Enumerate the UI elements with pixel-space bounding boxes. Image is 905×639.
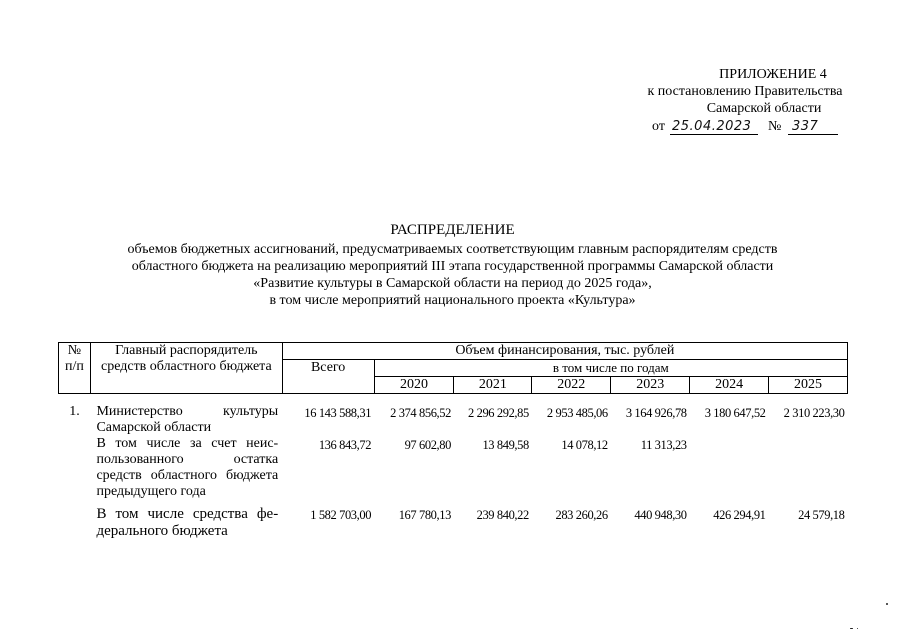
handwritten-number: 337 (792, 119, 819, 134)
row-value-2021: 2 296 292,85 (468, 406, 529, 420)
handwritten-date: 25.04.2023 (672, 119, 752, 134)
funding-table (58, 342, 848, 540)
table-spacer (59, 394, 848, 405)
row-value-2022: 14 078,12 (561, 438, 608, 452)
row-value-2021: 239 840,22 (476, 508, 529, 522)
number-label: № (768, 119, 782, 134)
appendix-line-1: к постановлению Правительства (647, 84, 843, 99)
row-value-2025: 24 579,18 (798, 508, 845, 522)
row-index: 1. (69, 404, 80, 419)
row-value-2023: 440 948,30 (634, 508, 687, 522)
table-row (59, 404, 848, 436)
header-year-2022: 2022 (532, 377, 611, 394)
scan-speck (857, 628, 858, 629)
header-total: Всего (282, 360, 374, 394)
row-name: В том числе за счет неиспользованного остатка средств областного бюджета предыдущего года (96, 436, 279, 499)
row-total: 1 582 703,00 (310, 508, 372, 522)
table-row (59, 436, 848, 500)
heading-line-4: в том числе мероприятий национального проекта «Культура» (269, 293, 636, 308)
row-value-2020: 97 602,80 (404, 438, 451, 452)
row-value-2022: 283 260,26 (555, 508, 608, 522)
header-num: № п/п (59, 343, 91, 394)
scan-speck (850, 628, 853, 629)
row-index (59, 436, 91, 500)
appendix-signature-line (600, 117, 890, 137)
scan-speck (886, 603, 888, 605)
row-value-2020: 2 374 856,52 (390, 406, 451, 420)
header-year-2023: 2023 (611, 377, 690, 394)
header-year-2020: 2020 (374, 377, 454, 394)
heading-title: РАСПРЕДЕЛЕНИЕ (390, 222, 515, 238)
table-row (59, 506, 848, 540)
appendix-title: ПРИЛОЖЕНИЕ 4 (719, 67, 827, 82)
row-index (59, 506, 91, 540)
header-year-2021: 2021 (454, 377, 532, 394)
row-name: Министерство культуры Самарской области (96, 404, 279, 435)
number-underline (788, 134, 838, 135)
date-underline (670, 134, 758, 135)
row-value-2024: 3 180 647,52 (704, 406, 766, 420)
header-year-2025: 2025 (769, 377, 848, 394)
row-total: 136 843,72 (318, 438, 372, 452)
row-value-2021: 13 849,58 (482, 438, 529, 452)
heading-line-2: областного бюджета на реализацию мероприятий III этапа государственной программы Самарской области (131, 259, 774, 274)
row-total: 16 143 588,31 (304, 406, 372, 420)
appendix-line-2: Самарской области (706, 101, 822, 116)
document-heading (60, 222, 845, 309)
heading-line-3: «Развитие культуры в Самарской области на период до 2025 года», (253, 276, 652, 291)
row-value-2023: 3 164 926,78 (625, 406, 687, 420)
from-label: от (652, 119, 665, 134)
row-value-2024 (690, 436, 769, 500)
row-name: В том числе средства федерального бюджета (96, 506, 279, 539)
row-value-2025 (769, 436, 848, 500)
row-value-2022: 2 953 485,06 (546, 406, 608, 420)
header-funding: Объем финансирования, тыс. рублей (282, 343, 847, 360)
appendix-block (600, 66, 890, 137)
header-year-2024: 2024 (690, 377, 769, 394)
row-value-2025: 2 310 223,30 (783, 406, 845, 420)
header-by-years: в том числе по годам (374, 360, 847, 377)
heading-line-1: объемов бюджетных ассигнований, предусматриваемых соответствующим главным распорядителям средств (127, 242, 778, 257)
row-value-2023: 11 313,23 (640, 438, 687, 452)
header-manager: Главный распорядитель средств областного бюджета (90, 343, 282, 394)
row-value-2024: 426 294,91 (713, 508, 766, 522)
row-value-2020: 167 780,13 (398, 508, 451, 522)
